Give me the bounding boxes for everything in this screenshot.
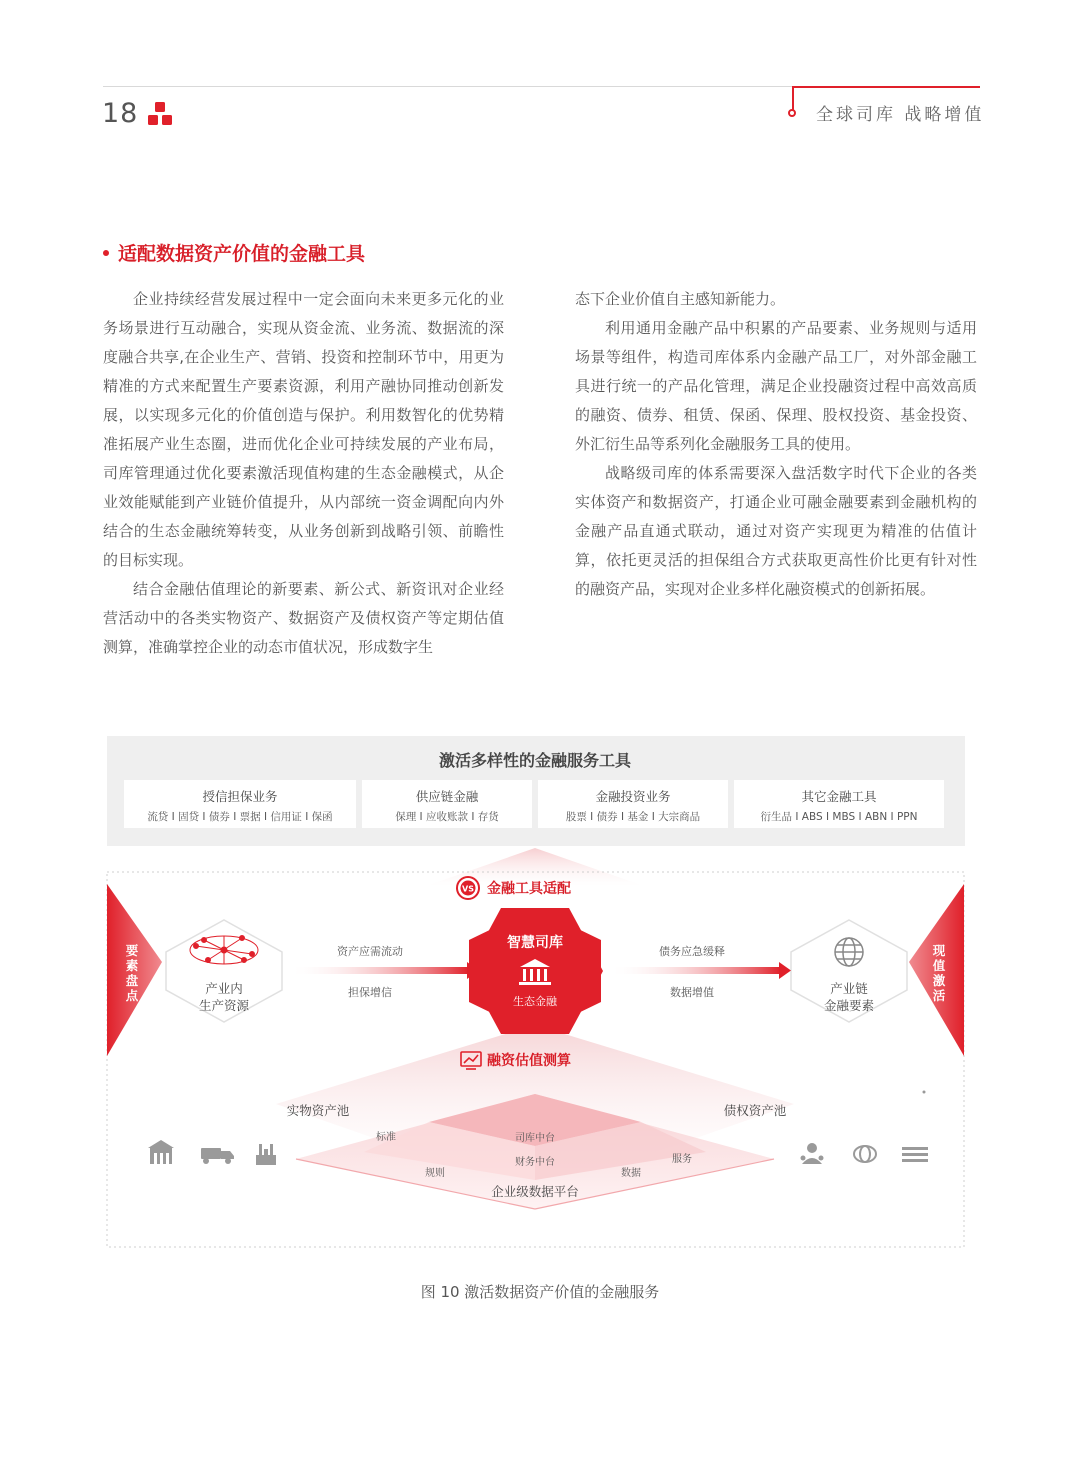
left-hexagon [166, 920, 282, 1022]
platform-treasury-center-label: 司库中台 [515, 1133, 555, 1144]
left-hex-label-line2: 生产资源 [198, 998, 250, 1013]
page-number: 18 [102, 98, 139, 129]
document-stack-icon [902, 1147, 928, 1162]
svg-text:现: 现 [932, 943, 946, 958]
left-hex-label-line1: 产业内 [205, 981, 243, 996]
adapt-label: 金融工具适配 [487, 881, 571, 897]
right-hex-label-line1: 产业链 [830, 981, 868, 996]
header-title: 全球司库 战略增值 [816, 105, 985, 125]
figure-caption: 图 10 激活数据资产价值的金融服务 [420, 1283, 660, 1301]
svg-text:VS: VS [462, 884, 474, 894]
right-hex-label-line2: 金融要素 [823, 998, 875, 1013]
building-icon [148, 1140, 174, 1164]
platform-data-label: 数据 [621, 1168, 641, 1179]
pool-debt-label: 债权资产池 [723, 1103, 787, 1118]
left-arrow [289, 962, 479, 979]
tool-title: 金融投资业务 [595, 789, 671, 804]
left-paragraph-2: 结合金融估值理论的新要素、新公式、新资讯对企业经营活动中的各类实物资产、数据资产及债权资产等定期估值测算，准确掌控企业的动态市值状况，形成数字生 [103, 580, 504, 656]
machine-icon [256, 1144, 276, 1165]
platform-title: 企业级数据平台 [491, 1184, 579, 1199]
pool-physical-label: 实物资产池 [286, 1103, 350, 1118]
right-paragraph-1: 利用通用金融产品中积累的产品要素、业务规则与适用场景等组件，构造司库体系内金融产品工厂，对外部金融工具进行统一的产品化管理，满足企业投融资过程中高效高质的融资、债券、租赁、保函、保理、股权投资、基金投资、外汇衍生品等系列化金融服务工具的使用。 [575, 319, 977, 453]
tool-title: 其它金融工具 [801, 789, 877, 804]
dot-marker [923, 1091, 926, 1094]
right-band-label [932, 943, 946, 1003]
section-bullet [103, 250, 109, 256]
right-column [575, 285, 977, 604]
truck-icon [201, 1148, 234, 1164]
svg-text:点: 点 [125, 988, 139, 1003]
tool-card-investment [538, 780, 728, 828]
left-band-label [126, 943, 139, 1003]
tool-card-credit [124, 780, 356, 828]
left-column [103, 285, 504, 662]
right-continuation: 态下企业价值自主感知新能力。 [575, 290, 786, 308]
tool-items: 衍生品 I ABS I MBS I ABN I PPN [760, 811, 918, 823]
tools-panel-title: 激活多样性的金融服务工具 [438, 751, 632, 770]
platform-finance-center-label: 财务中台 [515, 1157, 555, 1168]
left-arrow-top-label: 资产应需流动 [337, 945, 403, 958]
cube-logo-icon [146, 101, 174, 129]
right-arrow [609, 962, 791, 979]
platform-service-label: 服务 [672, 1154, 692, 1165]
right-hexagon [791, 920, 907, 1022]
tool-title: 授信担保业务 [202, 789, 278, 804]
svg-text:值: 值 [932, 958, 946, 973]
tool-title: 供应链金融 [415, 789, 479, 804]
right-arrow-top-label: 债务应急缓释 [659, 945, 725, 958]
center-subtitle: 生态金融 [513, 995, 557, 1008]
smart-treasury-hexagon [467, 908, 603, 1034]
left-arrow-bottom-label: 担保增信 [348, 986, 392, 999]
header-dot [788, 109, 796, 117]
financial-services-diagram [104, 734, 966, 1250]
svg-text:激: 激 [932, 973, 946, 988]
svg-text:素: 素 [125, 958, 139, 973]
right-paragraph-2: 战略级司库的体系需要深入盘活数字时代下企业的各类实体资产和数据资产，打通企业可融金融要素到金融机构的金融产品直通式联动，通过对资产实现更为精准的估值计算，依托更灵活的担保组合方式获取更高性价比更有针对性的融资产品，实现对企业多样化融资模式的创新拓展。 [575, 464, 977, 598]
right-arrow-bottom-label: 数据增值 [670, 986, 714, 999]
left-paragraph-1: 企业持续经营发展过程中一定会面向未来更多元化的业务场景进行互动融合，实现从资金流、业务流、数据流的深度融合共享,在企业生产、营销、投资和控制环节中，用更为精准的方式来配置生产要素资源，利用产融协同推动创新发展，以实现多元化的价值创造与保护。利用数智化的优势精准拓展产业生态圈，进而优化企业可持续发展的产业布局，司库管理通过优化要素激活现值构建的生态金融模式，从企业效能赋能到产业链价值提升，从内部统一资金调配向内外结合的生态金融统筹转变，从业务创新到战略引领、前瞻性的目标实现。 [103, 290, 504, 569]
svg-text:要: 要 [125, 943, 139, 958]
vs-badge [457, 877, 479, 899]
coin-icon [854, 1146, 876, 1162]
section-title: 适配数据资产价值的金融工具 [118, 243, 366, 265]
tool-items: 股票 I 债券 I 基金 I 大宗商品 [565, 811, 701, 823]
center-title: 智慧司库 [507, 935, 563, 951]
tool-card-other [734, 780, 944, 828]
svg-text:盘: 盘 [125, 973, 139, 988]
tool-card-supply-chain [362, 780, 532, 828]
svg-text:活: 活 [932, 988, 946, 1003]
user-network-icon [801, 1143, 824, 1164]
platform-rules-label: 规则 [425, 1168, 445, 1179]
tool-items: 保理 I 应收账款 I 存货 [395, 811, 499, 823]
platform-standard-label: 标准 [376, 1132, 396, 1143]
tool-items: 流贷 I 固贷 I 债券 I 票据 I 信用证 I 保函 [147, 811, 333, 823]
valuation-label: 融资估值测算 [487, 1053, 571, 1069]
